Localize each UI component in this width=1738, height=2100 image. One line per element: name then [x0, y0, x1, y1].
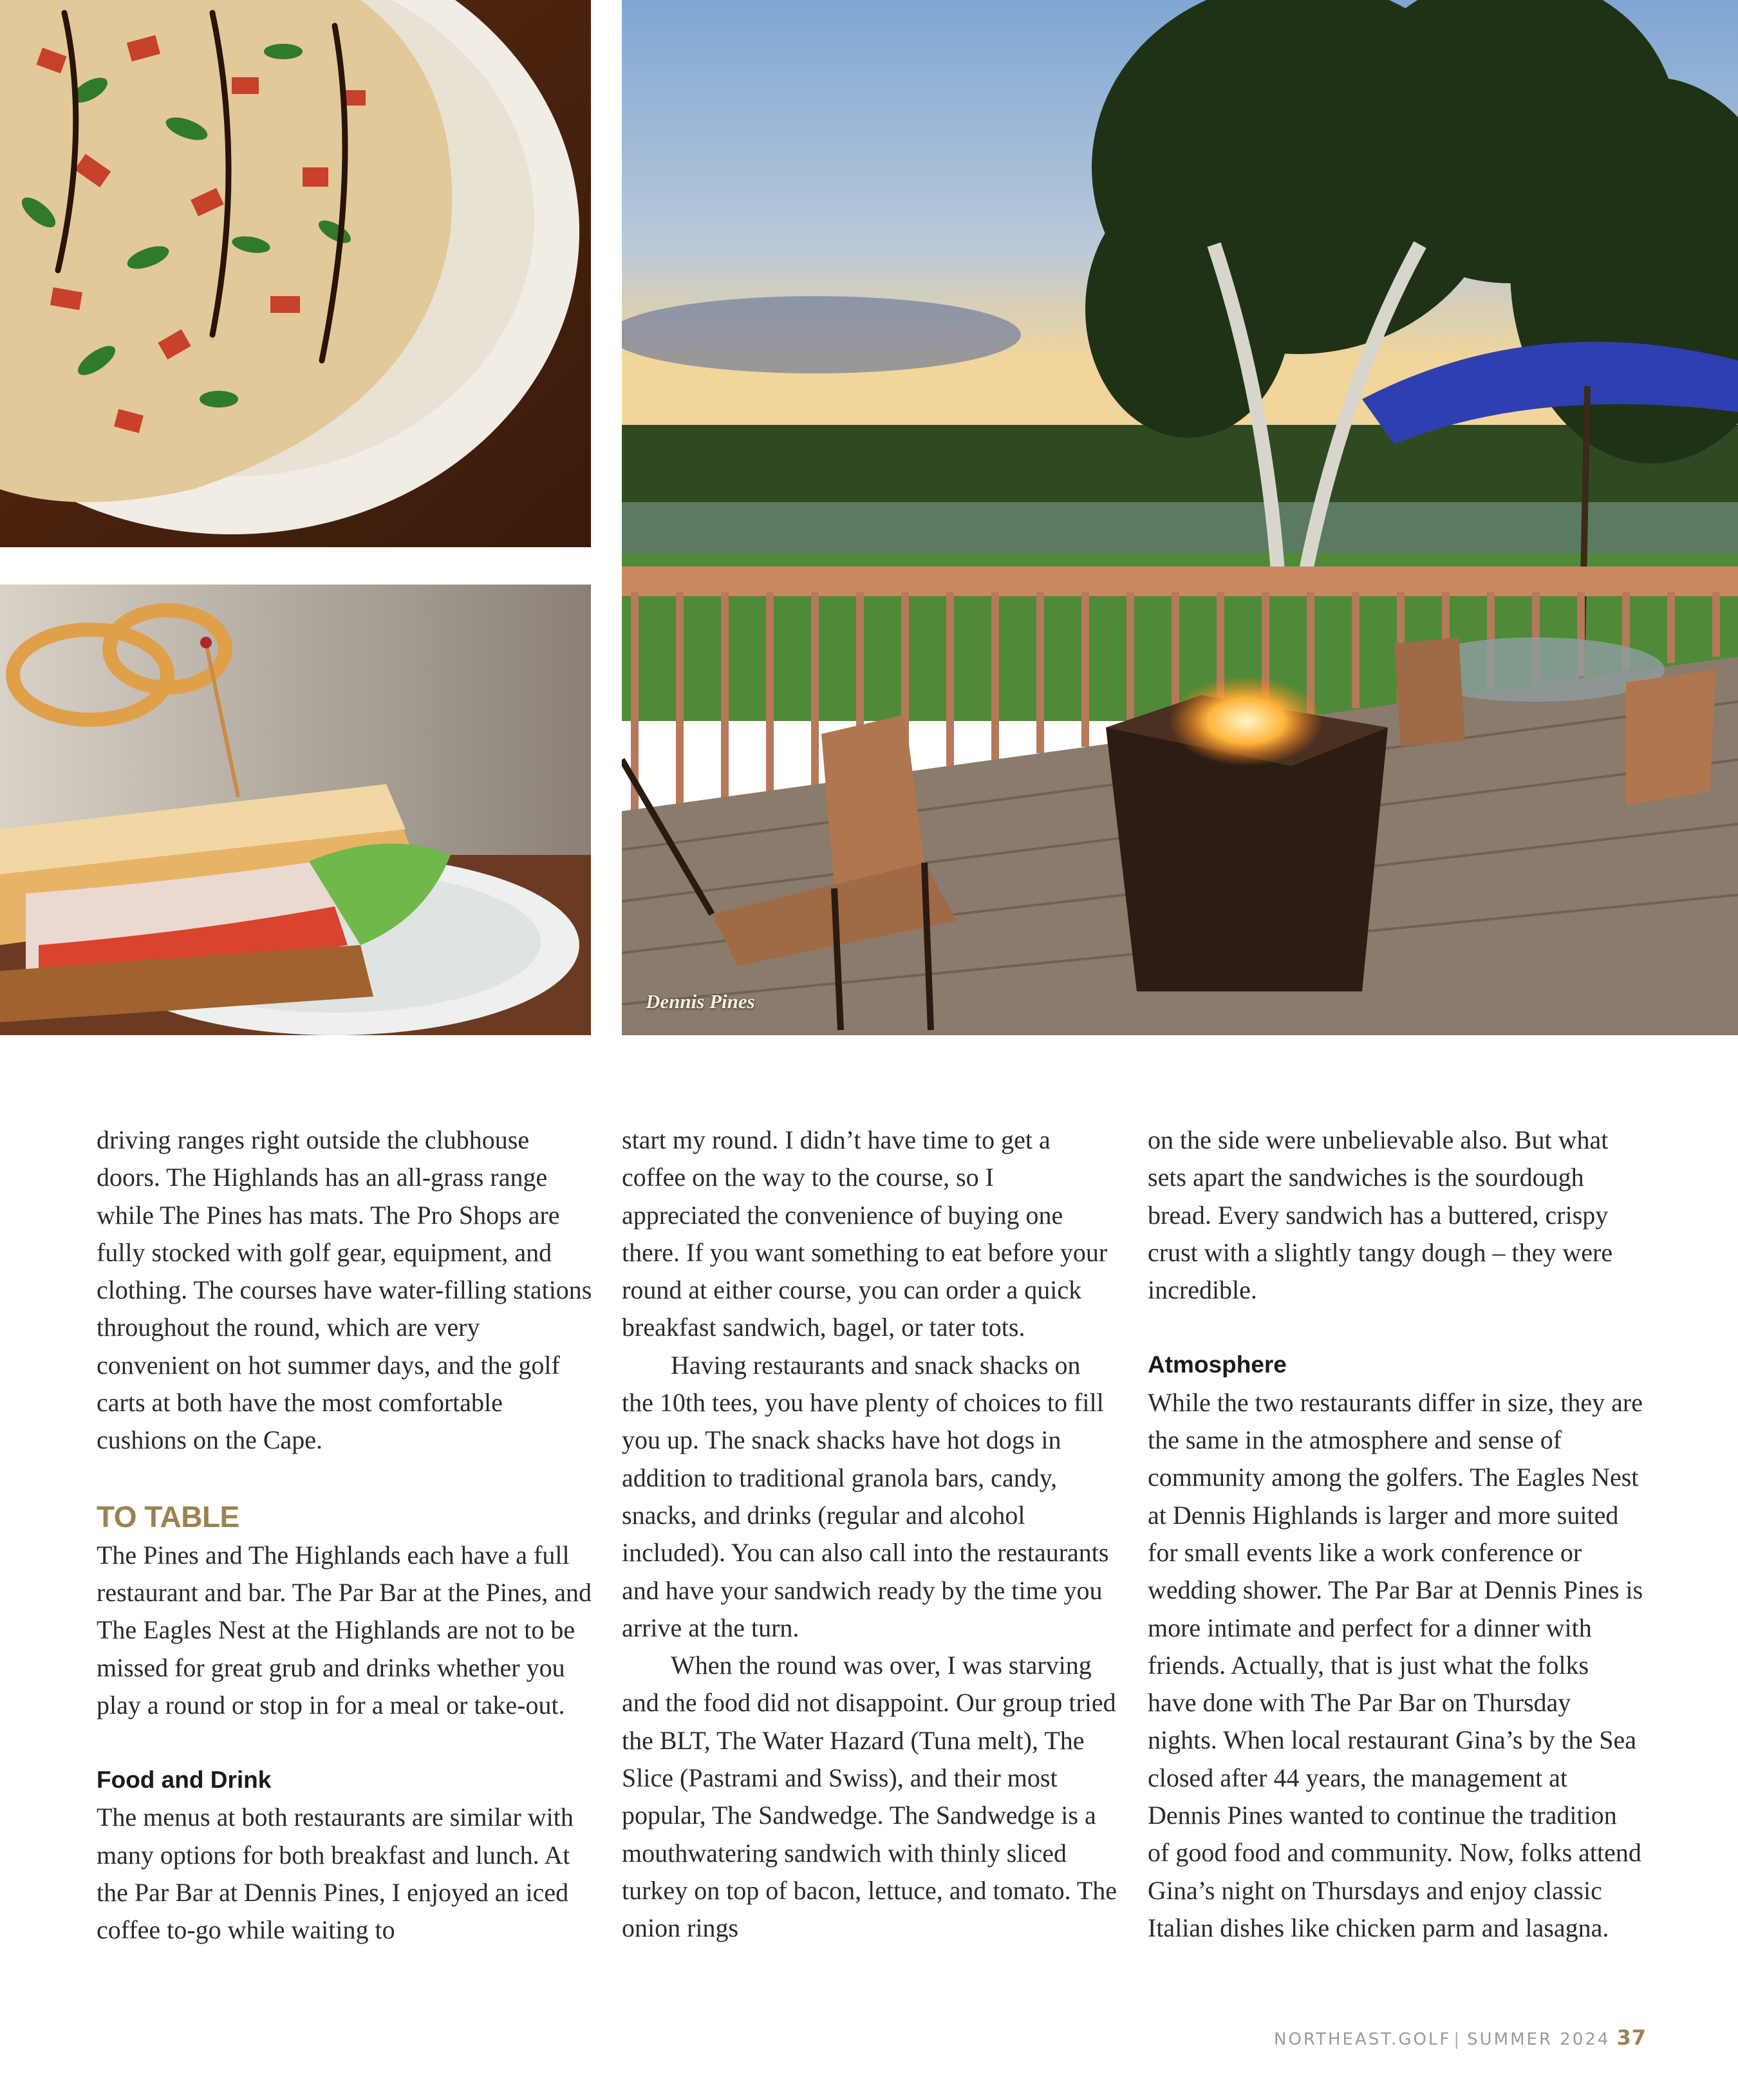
flatbread-photo: [0, 0, 591, 547]
page-folio: [1274, 2025, 1647, 2050]
section-heading: TO TABLE: [97, 1499, 239, 1533]
sandwich-icon: [0, 585, 591, 1035]
paragraph: start my round. I didn’t have time to get a coffee on the way to the course, so I appreciated the convenience of buying one there. If you want something to eat before your round at either course, you can order a quick breakfast sandwich, bagel, or tater tots.: [622, 1125, 1108, 1342]
paragraph: driving ranges right outside the clubhouse doors. The Highlands has an all-grass range while The Pines has mats. The Pro Shops are fully stocked with golf gear, equipment, and clothing. The courses have water-filling stations throughout the round, which are very convenient on hot summer days, and the golf carts at both have the most comfortable cushions on the Cape.: [97, 1125, 592, 1455]
article-column-1: [97, 1121, 592, 1949]
folio-issue: SUMMER 2024: [1467, 2030, 1611, 2049]
folio-site: NORTHEAST.GOLF: [1274, 2030, 1452, 2049]
paragraph: While the two restaurants differ in size, they are the same in the atmosphere and sense of community among the golfers. The Eagles Nest at Dennis Highlands is larger and more suited for small events like a work conference or wedding shower. The Par Bar at Dennis Pines is more intimate and perfect for a dinner with friends. Actually, that is just what the folks have done with The Par Bar on Thursday nights. When local restaurant Gina’s by the Sea closed after 44 years, the management at Dennis Pines wanted to continue the tradition of good food and community. Now, folks attend Gina’s night on Thursdays and enjoy classic Italian dishes like chicken parm and lasagna.: [1148, 1387, 1643, 1942]
deck-icon: [622, 0, 1738, 1035]
page-number: 37: [1616, 2025, 1647, 2050]
paragraph: The menus at both restaurants are similar with many options for both breakfast and lunch. At the Par Bar at Dennis Pines, I enjoyed an iced coffee to-go while waiting to: [97, 1803, 574, 1945]
article-column-2: [622, 1121, 1117, 1947]
paragraph: When the round was over, I was starving and the food did not disappoint. Our group tried the BLT, The Water Hazard (Tuna melt), The Slice (Pastrami and Swiss), and their most popular, The Sandwedge. The Sandwedge is a mouthwatering sandwich with thinly sliced turkey on top of bacon, lettuce, and tomato. The onion rings: [622, 1651, 1117, 1943]
paragraph: on the side were unbelievable also. But what sets apart the sandwiches is the sourdough bread. Every sandwich has a buttered, crispy crust with a slightly tangy dough – they were incredible.: [1148, 1125, 1613, 1305]
photo-caption: Dennis Pines: [646, 990, 755, 1013]
folio-separator: |: [1453, 2030, 1460, 2049]
deck-photo: [622, 0, 1738, 1035]
paragraph: Having restaurants and snack shacks on the 10th tees, you have plenty of choices to fill you up. The snack shacks have hot dogs in addition to traditional granola bars, candy, snacks, and drinks (regular and alcohol included). You can also call into the restaurants and have your sandwich ready by the time you arrive at the turn.: [622, 1350, 1109, 1642]
paragraph: The Pines and The Highlands each have a full restaurant and bar. The Par Bar at the Pines, and The Eagles Nest at the Highlands are not to be missed for great grub and drinks whether you play a round or stop in for a meal or take-out.: [97, 1540, 592, 1720]
sandwich-photo: [0, 585, 591, 1035]
subheading-atmosphere: Atmosphere: [1148, 1351, 1287, 1378]
flatbread-icon: [0, 0, 591, 547]
article-column-3: [1148, 1121, 1643, 1947]
subheading-food-and-drink: Food and Drink: [97, 1767, 272, 1794]
